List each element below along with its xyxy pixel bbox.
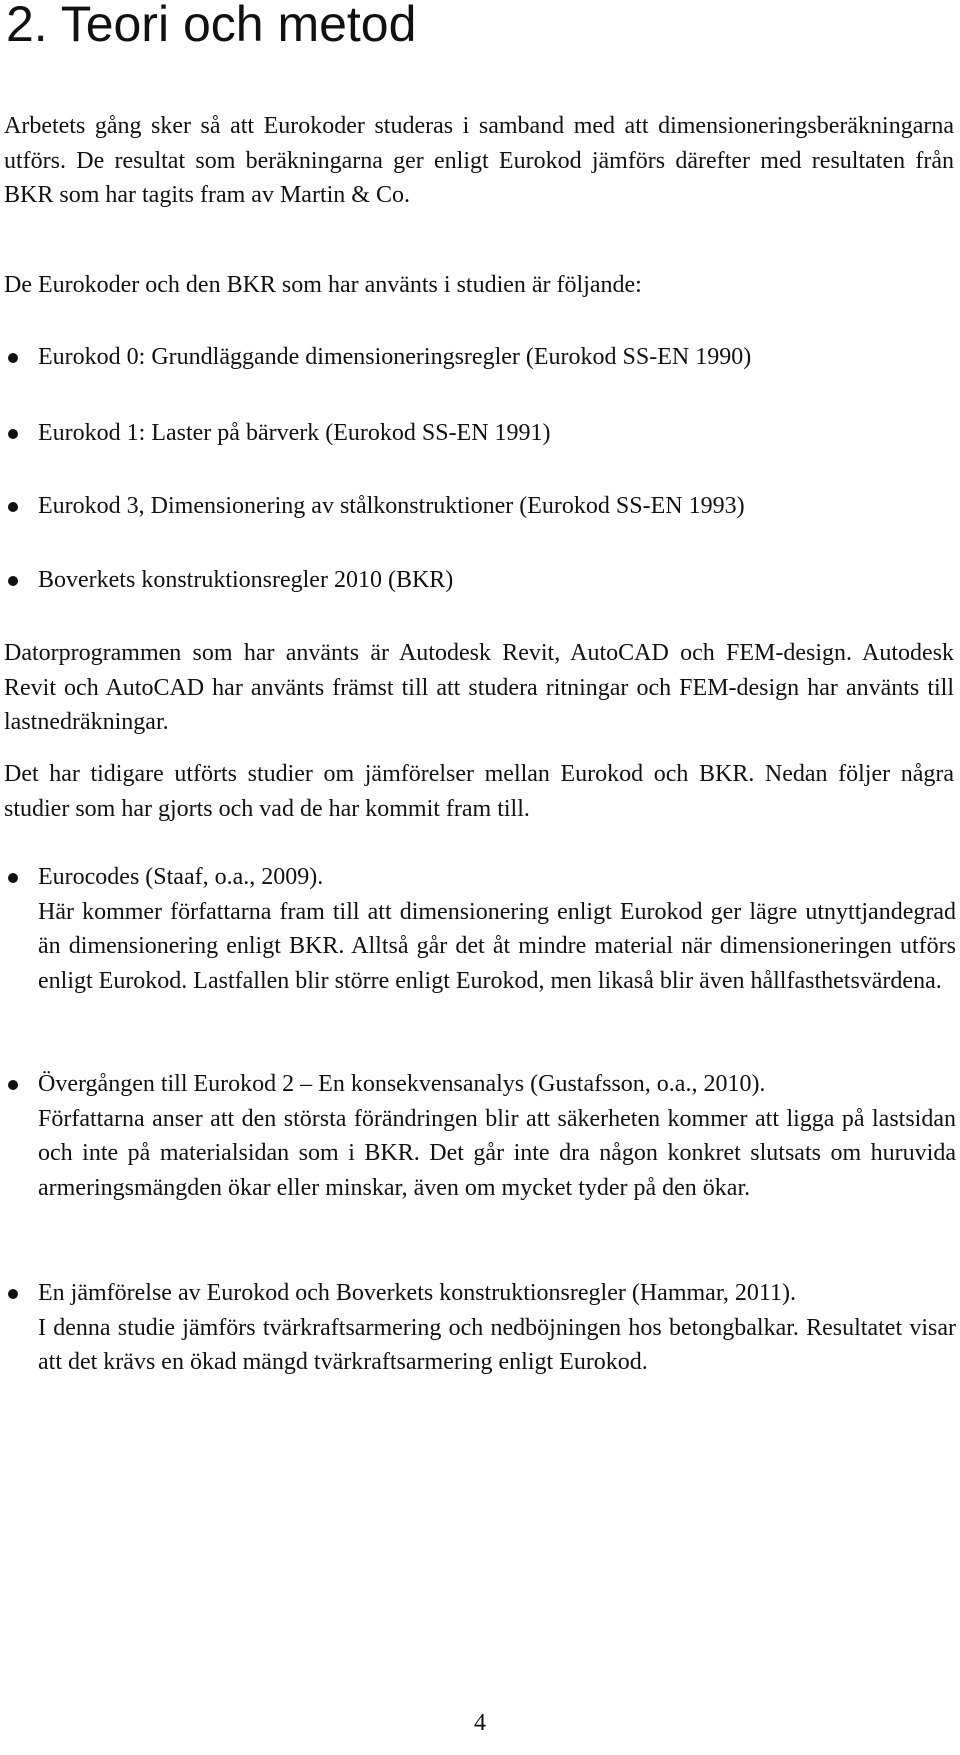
bullet-icon: [8, 873, 18, 883]
bullet-icon: [8, 429, 18, 439]
page-number: 4: [474, 1710, 486, 1736]
study-body: Författarna anser att den största förändringen blir att säkerheten kommer att ligga på lastsidan och inte på materialsidan som i BKR. Det går inte dra någon konkret slutsats om huruvida armeringsmängden ökar eller minskar, även om mycket tyder på den ökar.: [38, 1105, 956, 1201]
codes-list-item: [0, 340, 751, 375]
codes-list-item-text: Eurokod 1: Laster på bärverk (Eurokod SS-EN 1991): [38, 420, 551, 446]
study-title: [0, 1276, 956, 1311]
codes-list-item-text: Boverkets konstruktionsregler 2010 (BKR): [38, 567, 454, 593]
study-title-text: En jämförelse av Eurokod och Boverkets konstruktionsregler (Hammar, 2011).: [38, 1280, 796, 1306]
codes-list-item-text: Eurokod 3, Dimensionering av stålkonstruktioner (Eurokod SS-EN 1993): [38, 493, 745, 519]
bullet-icon: [8, 1289, 18, 1299]
section-heading: 2. Teori och metod: [6, 0, 417, 52]
codes-list-item-text: Eurokod 0: Grundläggande dimensioneringsregler (Eurokod SS-EN 1990): [38, 344, 752, 370]
study-body: Här kommer författarna fram till att dimensionering enligt Eurokod ger lägre utnyttjandegrad än dimensionering enligt BKR. Alltså går det åt mindre material när dimensioneringen utförs enligt Eurokod. Lastfallen blir större enligt Eurokod, men likaså blir även hållfasthetsvärdena.: [38, 898, 956, 994]
codes-intro-paragraph: De Eurokoder och den BKR som har använts i studien är följande:: [4, 272, 642, 298]
bullet-icon: [8, 353, 18, 363]
bullet-icon: [8, 1080, 18, 1090]
software-paragraph: Datorprogrammen som har använts är Autodesk Revit, AutoCAD och FEM-design. Autodesk Revit och AutoCAD har använts främst till att studera ritningar och FEM-design har använts till lastnedräkningar.: [4, 640, 954, 735]
study-title: [0, 860, 956, 895]
intro-paragraph: Arbetets gång sker så att Eurokoder studeras i samband med att dimensioneringsberäkningarna utförs. De resultat som beräkningarna ger enligt Eurokod jämförs därefter med resultaten från BKR som har tagits fram av Martin & Co.: [4, 113, 954, 208]
study-item: [0, 1067, 956, 1205]
codes-list-item: [0, 489, 745, 524]
study-title: [0, 1067, 956, 1102]
study-item: [0, 1276, 956, 1380]
previous-studies-paragraph: Det har tidigare utförts studier om jämförelser mellan Eurokod och BKR. Nedan följer några studier som har gjorts och vad de har kommit fram till.: [4, 761, 954, 822]
bullet-icon: [8, 576, 18, 586]
study-title-text: Övergången till Eurokod 2 – En konsekvensanalys (Gustafsson, o.a., 2010).: [38, 1071, 766, 1097]
codes-list-item: [0, 416, 551, 451]
study-title-text: Eurocodes (Staaf, o.a., 2009).: [38, 864, 324, 890]
bullet-icon: [8, 502, 18, 512]
codes-list-item: [0, 563, 453, 598]
study-item: [0, 860, 956, 998]
study-body: I denna studie jämförs tvärkraftsarmering och nedböjningen hos betongbalkar. Resultatet visar att det krävs en ökad mängd tvärkraftsarmering enligt Eurokod.: [38, 1314, 956, 1375]
